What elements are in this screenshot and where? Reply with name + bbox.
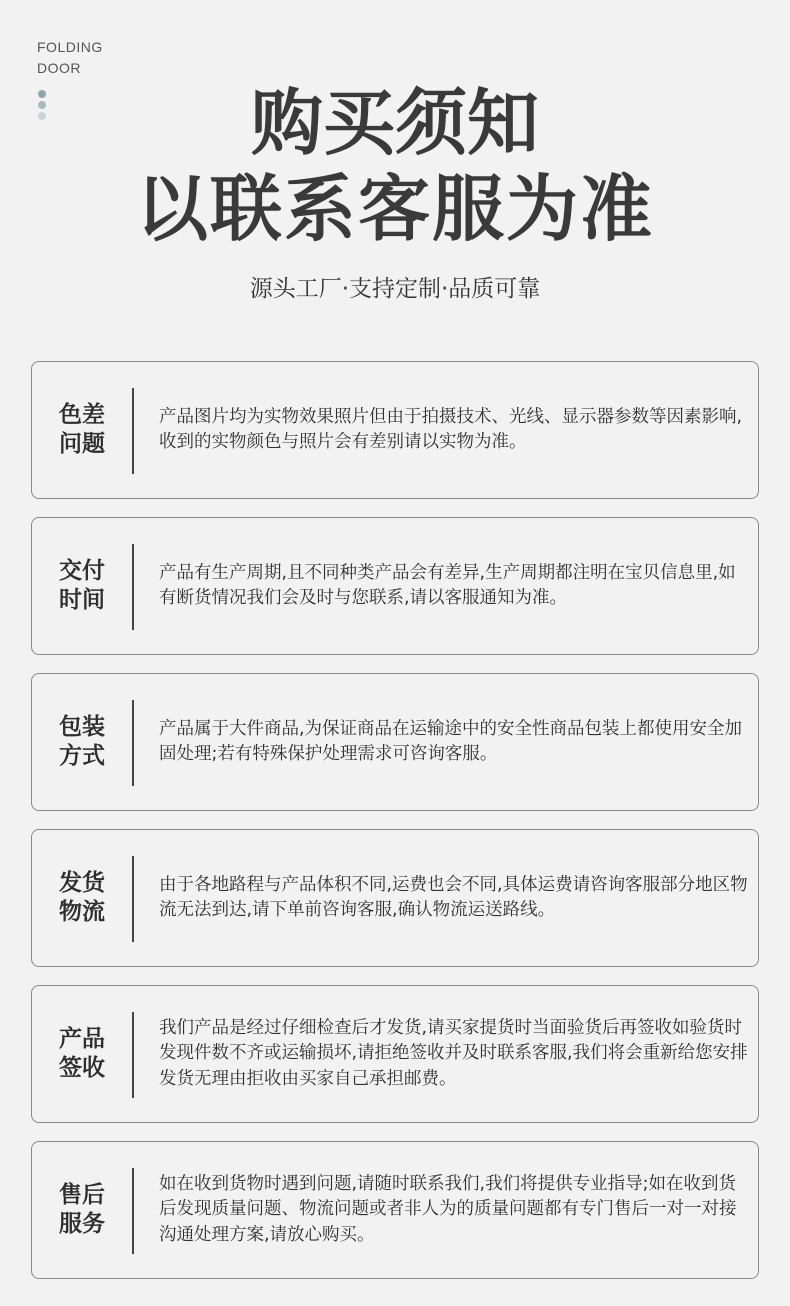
card-label: 产品 签收 bbox=[59, 1026, 105, 1081]
card-label: 包装 方式 bbox=[59, 714, 105, 769]
page-title-line-1: 购买须知 bbox=[250, 81, 539, 165]
page-subtitle: 源头工厂·支持定制·品质可靠 bbox=[249, 276, 541, 302]
card-divider bbox=[132, 388, 134, 474]
notice-card-list bbox=[31, 361, 759, 1297]
page-title-line-2: 以联系客服为准 bbox=[135, 167, 654, 251]
card-label: 售后 服务 bbox=[59, 1182, 105, 1237]
notice-card-shipping bbox=[31, 829, 759, 967]
notice-card-receipt bbox=[31, 985, 759, 1123]
brand-label bbox=[37, 37, 103, 79]
card-divider bbox=[132, 544, 134, 630]
notice-card-color-difference bbox=[31, 361, 759, 499]
card-text: 我们产品是经过仔细检查后才发货,请买家提货时当面验货后再签收如验货时发现件数不齐或运输损坏,请拒绝签收并及时联系客服,我们将会重新给您安排发货无理由拒收由买家自己承担邮费。 bbox=[159, 1017, 748, 1089]
card-divider bbox=[132, 700, 134, 786]
brand-line-2: DOOR bbox=[37, 60, 81, 76]
card-text: 产品有生产周期,且不同种类产品会有差异,生产周期都注明在宝贝信息里,如有断货情况我们会及时与您联系,请以客服通知为准。 bbox=[159, 562, 736, 608]
card-label: 交付 时间 bbox=[59, 558, 105, 613]
notice-card-after-sales bbox=[31, 1141, 759, 1279]
card-text: 产品图片均为实物效果照片但由于拍摄技术、光线、显示器参数等因素影响,收到的实物颜色与照片会有差别请以实物为准。 bbox=[159, 406, 743, 452]
card-divider bbox=[132, 1168, 134, 1254]
card-divider bbox=[132, 856, 134, 942]
card-label: 发货 物流 bbox=[59, 870, 105, 925]
card-text: 产品属于大件商品,为保证商品在运输途中的安全性商品包装上都使用安全加固处理;若有特殊保护处理需求可咨询客服。 bbox=[159, 718, 743, 764]
notice-card-delivery-time bbox=[31, 517, 759, 655]
card-text: 如在收到货物时遇到问题,请随时联系我们,我们将提供专业指导;如在收到货后发现质量问题、物流问题或者非人为的质量问题都有专门售后一对一对接沟通处理方案,请放心购买。 bbox=[159, 1173, 737, 1245]
card-text: 由于各地路程与产品体积不同,运费也会不同,具体运费请咨询客服部分地区物流无法到达,请下单前咨询客服,确认物流运送路线。 bbox=[159, 874, 748, 920]
card-label: 色差 问题 bbox=[59, 402, 105, 457]
card-divider bbox=[132, 1012, 134, 1098]
notice-card-packaging bbox=[31, 673, 759, 811]
brand-line-1: FOLDING bbox=[37, 39, 103, 55]
